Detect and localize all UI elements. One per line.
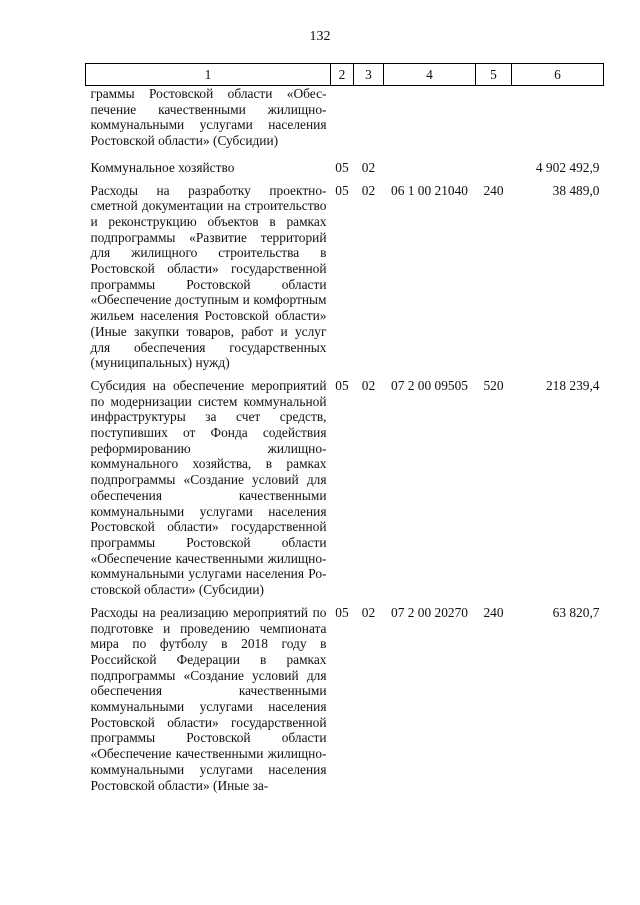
row-rz: 05	[335, 604, 349, 620]
header-row	[86, 64, 604, 86]
budget-table	[85, 63, 604, 793]
row-pr: 02	[361, 377, 376, 393]
row-csr: 07 2 00 09505	[391, 377, 468, 393]
row-rz: 05	[335, 377, 349, 393]
row-description: Расходы на реализацию мероприятий по подготовке и проведению чемпионата мира по футболу в 2018 году в Российской Федерации в рамках подпрограммы «Создание условий для обеспечения качественными коммунальными услугами населения Ростовской области» государственной программы Ростовской области «Обеспечение качественными жилищно-коммунальными услугами населения Ростовской области» (Иные за-	[90, 604, 327, 793]
row-sum: 218 239,4	[545, 377, 600, 393]
header-col-5: 5	[476, 64, 512, 86]
table-row	[86, 605, 604, 793]
table-row	[86, 183, 604, 378]
header-col-3: 3	[354, 64, 384, 86]
row-sum	[512, 86, 604, 160]
row-csr: 06 1 00 21040	[391, 182, 468, 198]
row-description: Коммунальное хозяйство	[90, 159, 235, 175]
row-vr: 520	[483, 377, 504, 393]
row-pr	[354, 86, 384, 160]
row-rz	[331, 86, 354, 160]
row-description: Расходы на разработку проектно-сметной документации на строительство и реконструкцию объектов в рамках подпрограммы «Развитие территорий для жилищного строительства в Ростовской области» государственной программы Ростовской области «Обеспечение доступным и комфортным жильем населения Ростовской области» (Иные закупки товаров, работ и услуг для обеспечения государственных (муниципальных) нужд)	[90, 182, 327, 371]
row-vr	[476, 86, 512, 160]
row-description: граммы Ростовской области «Обеспечение качественными жилищно-коммунальными услугами населения Ростовской области» (Субсидии)	[90, 86, 327, 149]
row-csr: 07 2 00 20270	[391, 604, 468, 620]
table-body	[86, 86, 604, 794]
header-col-6: 6	[512, 64, 604, 86]
row-sum: 63 820,7	[552, 604, 600, 620]
table-row	[86, 160, 604, 183]
row-sum: 38 489,0	[552, 182, 600, 198]
header-col-4: 4	[384, 64, 476, 86]
row-csr	[384, 86, 476, 160]
row-vr: 240	[483, 182, 504, 198]
table-row	[86, 378, 604, 605]
row-pr: 02	[361, 159, 376, 175]
header-col-1: 1	[86, 64, 331, 86]
row-vr	[476, 160, 512, 183]
row-vr: 240	[483, 604, 504, 620]
row-pr: 02	[361, 604, 376, 620]
row-csr	[384, 160, 476, 183]
row-rz: 05	[335, 159, 349, 175]
header-col-2: 2	[331, 64, 354, 86]
row-rz: 05	[335, 182, 349, 198]
table-row	[86, 86, 604, 160]
row-pr: 02	[361, 182, 376, 198]
page-number: 132	[309, 29, 331, 44]
row-description: Субсидия на обеспечение мероприятий по модернизации систем коммунальной инфраструктуры за счет средств, поступивших от Фонда содействия реформированию жилищно-коммунального хозяйства, в рамках подпрограммы «Создание условий для обеспечения качественными коммунальными услугами населения Ростовской области» государственной программы Ростовской области «Обеспечение качественными жилищно-коммунальными услугами населения Ростовской области» (Субсидии)	[90, 377, 327, 598]
row-sum: 4 902 492,9	[535, 159, 600, 175]
table-header	[86, 64, 604, 86]
